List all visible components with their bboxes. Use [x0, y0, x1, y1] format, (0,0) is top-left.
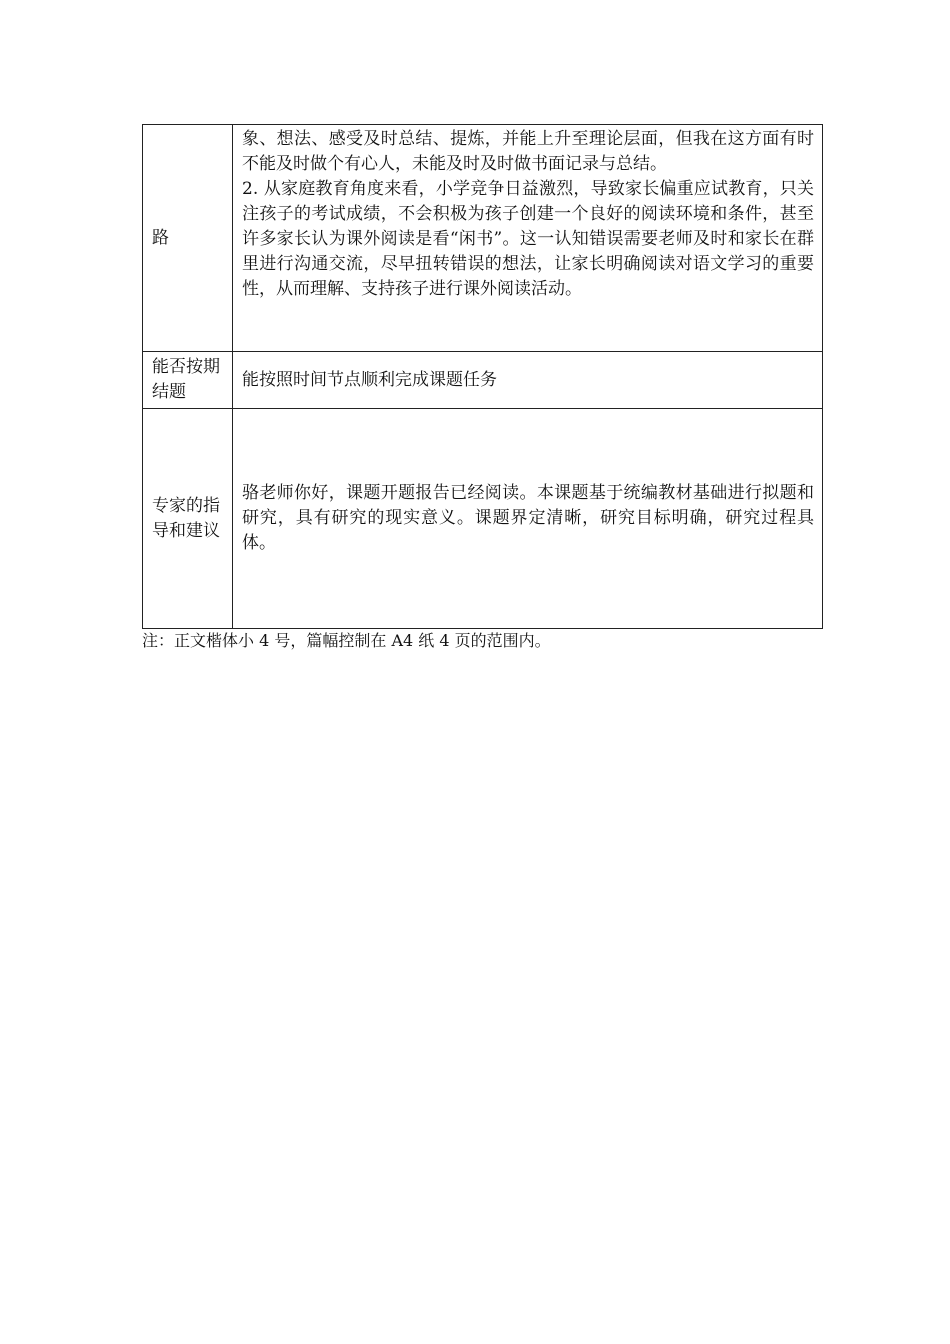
content-paragraph: 骆老师你好，课题开题报告已经阅读。本课题基于统编教材基础进行拟题和研究，具有研究的现实意义。课题界定清晰，研究目标明确，研究过程具体。	[242, 483, 814, 553]
footnote: 注：正文楷体小 4 号，篇幅控制在 A4 纸 4 页的范围内。	[142, 631, 551, 650]
report-table	[142, 124, 823, 629]
row-label-cell	[143, 125, 233, 352]
content-paragraph: 象、想法、感受及时总结、提炼，并能上升至理论层面，但我在这方面有时不能及时做个有心人，未能及时及时做书面记录与总结。	[242, 129, 814, 174]
content-paragraph: 能按照时间节点顺利完成课题任务	[242, 369, 497, 390]
table-row-research-path	[143, 125, 823, 352]
row-content-cell	[233, 409, 823, 629]
row-label: 专家的指导和建议	[152, 495, 220, 541]
row-content-cell	[233, 125, 823, 352]
content-paragraph: 2. 从家庭教育角度来看，小学竞争日益激烈，导致家长偏重应试教育，只关注孩子的考试成绩，不会积极为孩子创建一个良好的阅读环境和条件，甚至许多家长认为课外阅读是看“闲书”。这一认知错误需要老师及时和家长在群里进行沟通交流，尽早扭转错误的想法，让家长明确阅读对语文学习的重要性，从而理解、支持孩子进行课外阅读活动。	[242, 179, 814, 299]
table-row-completion-schedule	[143, 352, 823, 409]
row-label-cell	[143, 409, 233, 629]
row-label-cell	[143, 352, 233, 409]
row-label: 能否按期结题	[152, 357, 220, 402]
row-content-cell	[233, 352, 823, 409]
row-label: 路	[152, 227, 169, 248]
table-row-expert-advice	[143, 409, 823, 629]
